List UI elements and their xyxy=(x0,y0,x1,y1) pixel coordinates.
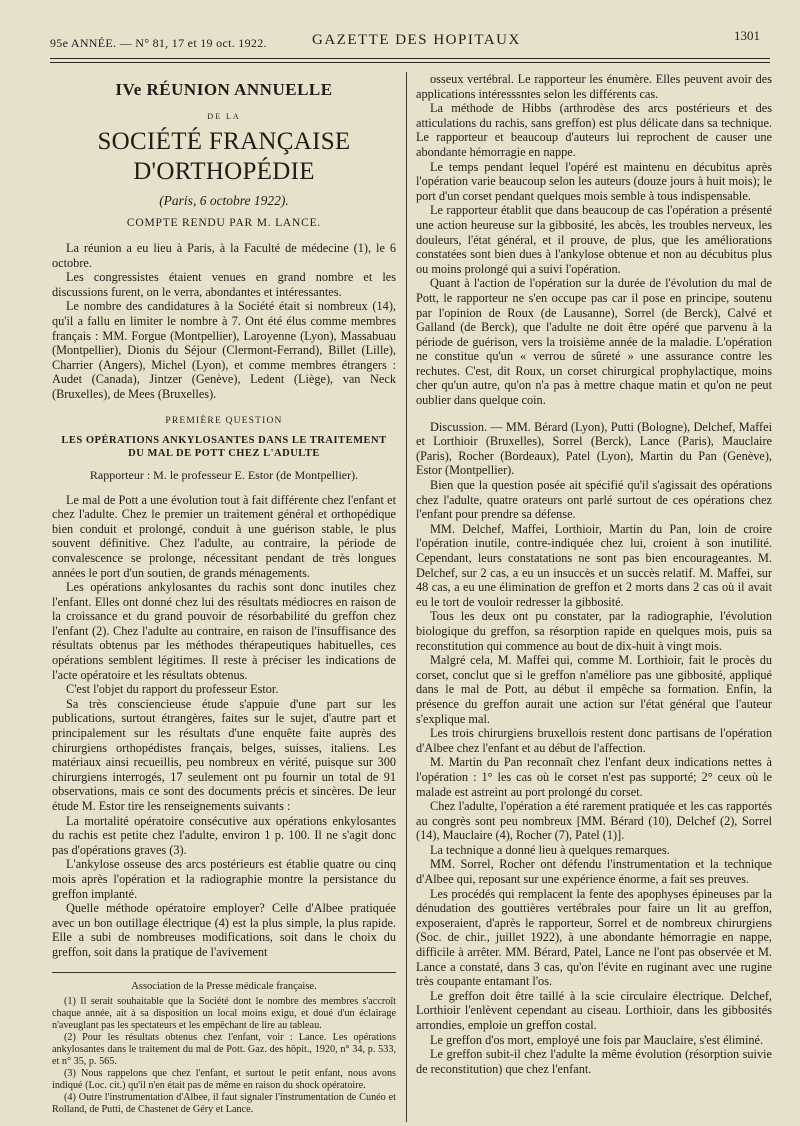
left-column xyxy=(52,72,396,1116)
header-rule xyxy=(50,58,770,59)
page-number: 1301 xyxy=(734,28,760,43)
footnote: (4) Outre l'instrumentation d'Albee, il faut signaler l'instrumentation de Cunéo et Rolland, de Putti, de Chastenet de Géry et Lance. xyxy=(52,1091,396,1115)
place-date: (Paris, 6 octobre 1922). xyxy=(159,193,289,208)
title-connector: DE LA xyxy=(207,112,241,121)
paragraph: Le greffon doit être taillé à la scie circulaire électrique. Delchef, Lorthioir l'enlèvent cependant au ciseau. Lorthioir, dans les gibbosités arrondies, emploie un greffon costal. xyxy=(416,988,772,1032)
journal-title: GAZETTE DES HOPITAUX xyxy=(312,32,521,48)
paragraph: Le mal de Pott a une évolution tout à fait différente chez l'enfant et chez l'adulte. Chez le premier un traitement général et orthopédique bien conduit et prolongé, conduit à une guérison stable, le plus souvent définitive. Chez l'adulte, au contraire, la période de convalescence se prolonge, nécessitant pendant de très longues années le port d'un soutien, de grands ménagements. xyxy=(52,492,396,580)
paragraph: Sa très consciencieuse étude s'appuie d'une part sur les publications, surtout étrangères, faites sur le sujet, d'autre part et principalement sur les résultats d'une enquête faite auprès des chirurgiens orthopédistes français, belges, suisses, italiens. Les matériaux ainsi recueillis, peu nombreux en vérité, puisque sur 300 chirurgiens interrogés, 17 seulement ont pu fournir un total de 91 observations, mais ce sont des documents précis et sincères. De leur étude M. Estor tire les renseignements suivants : xyxy=(52,696,396,813)
paragraph: Quelle méthode opératoire employer? Celle d'Albee pratiquée avec un bon outillage électrique (4) est la plus simple, la plus rapide. Elle a subi de nombreuses modifications, soit dans le choix du greffon, soit dans la pratique de l'avivement xyxy=(52,901,396,959)
paragraph: Malgré cela, M. Maffei qui, comme M. Lorthioir, fait le procès du corset, conclut que si le greffon n'améliore pas une gibbosité, appliqué dans le mal de Pott, au début il empêche sa formation. Enfin, la présence du greffon aurait une action sur l'état général que l'auteur s'explique mal. xyxy=(416,653,772,726)
paragraph: Les congressistes étaient venues en grand nombre et les discussions furent, on le verra, abondantes et intéressantes. xyxy=(52,270,396,299)
paragraph: Quant à l'action de l'opération sur la durée de l'évolution du mal de Pott, le rapporteur ne s'en occupe pas car il pose en principe, soutenu par l'opinion de Roux (de Lausanne), Sorrel (de Berck), Calvé et Galland (de Berck), que l'adulte ne doit être opéré que parvenu à la période de guérison, vers la troisième année de la maladie. L'opération ne constitue qu'un « verrou de sûreté » une assurance contre les rechutes. C'est, dit Roux, un corset chirurgical prophylactique, moins cher qu'un autre, qu'on n'a pas à mettre chaque matin et qu'on ne peut oublier dans quelque coin. xyxy=(416,276,772,408)
paragraph: Chez l'adulte, l'opération a été rarement pratiquée et les cas rapportés au congrès sont peu nombreux [MM. Bérard (10), Delchef (2), Sorrel (14), Mauclaire (4), Rocher (7), Patel (1)]. xyxy=(416,799,772,843)
section-heading: PREMIÈRE QUESTION xyxy=(165,415,283,426)
paragraph: Bien que la question posée ait spécifié qu'il s'agissait des opérations chez l'adulte, quatre orateurs ont parlé surtout de ces opérations chez l'enfant pour prendre sa défense. xyxy=(416,478,772,522)
paragraph: Le temps pendant lequel l'opéré est maintenu en décubitus après l'opération varie beaucoup selon les auteurs (douze jours à huit mois); le port d'un corset pendant quelques mois semble à tous indispensable. xyxy=(416,159,772,203)
paragraph: M. Martin du Pan reconnaît chez l'enfant deux indications nettes à l'opération : 1° les cas où le corset n'est pas supporté; 2° ceux où le malade est astreint au port prolongé du corset. xyxy=(416,755,772,799)
paragraph: Le greffon d'os mort, employé une fois par Mauclaire, s'est éliminé. xyxy=(430,1032,764,1047)
footnote-separator xyxy=(52,972,396,973)
page-header xyxy=(50,28,770,54)
report-byline: COMPTE RENDU PAR M. LANCE. xyxy=(126,217,322,229)
society-title: SOCIÉTÉ FRANÇAISE D'ORTHOPÉDIE xyxy=(97,128,351,185)
footnote: (3) Nous rappelons que chez l'enfant, et surtout le petit enfant, nous avons indiqué (Loc. cit.) qu'il n'en était pas de même en raison du shock opératoire. xyxy=(52,1067,396,1091)
paragraph: Le nombre des candidatures à la Société était si nombreux (14), qu'il a fallu en limiter le nombre à 7. Ont été élus comme membres français : MM. Forgue (Montpellier), Laroyenne (Lyon), Massabuau (Montpellier), Dionis du Séjour (Clermont-Ferrand), Billet (Lille), Charrier (Angers), Michel (Lyon), et comme membres étrangers : Audet (Canada), Jintzer (Genève), Ledent (Liège), van Neck (Bruxelles), de Mees (Bruxelles). xyxy=(52,299,396,401)
paragraph: Le rapporteur établit que dans beaucoup de cas l'opération a présenté une action heureuse sur la gibbosité, les abcès, les troubles nerveux, les douleurs, l'état général, et il prouve, de plus, que les améliorations constatées sont bien dues à l'ankylose obtenue et non au décubitus plus ou moins prolongé qui a suivi l'opération. xyxy=(416,203,772,276)
paragraph: osseux vertébral. Le rapporteur les énumère. Elles peuvent avoir des applications intéresssntes selon les différents cas. xyxy=(416,72,772,101)
header-rule-thin xyxy=(50,62,770,63)
paragraph: Le greffon subit-il chez l'adulte la même évolution (résorption suivie de reconstitution) que chez l'enfant. xyxy=(416,1047,772,1076)
paragraph: C'est l'objet du rapport du professeur Estor. xyxy=(66,682,279,697)
paragraph: Les procédés qui remplacent la fente des apophyses épineuses par la dénudation des gouttières vertébrales pour faire un lit au greffon, exposeraient, d'après le rapporteur, Sorrel et de nombreux chirurgiens (Soc. de chir., juillet 1922), à une abondante hémorragie en nappe, difficile à arrêter. MM. Bérard, Patel, Lance ne l'ont pas observée et M. Lance a constaté, dans 3 cas, qu'on l'évite en ruginant avec une rugine très coupante entamant l'os. xyxy=(416,886,772,989)
paragraph: L'ankylose osseuse des arcs postérieurs est établie quatre ou cinq mois après l'opération et la radiographie montre la persistance du greffon implanté. xyxy=(52,857,396,901)
meeting-title: IVe RÉUNION ANNUELLE xyxy=(115,80,333,99)
footnote: (2) Pour les résultats obtenus chez l'enfant, voir : Lance. Les opérations ankylosantes dans le traitement du mal de Pott. Gaz. des hôpit., 1920, n° 34, p. 533, et n° 35, p. 565. xyxy=(52,1031,396,1067)
paragraph: MM. Sorrel, Rocher ont défendu l'instrumentation et la technique d'Albee qui, reposant sur une expérience énorme, a fait ses preuves. xyxy=(416,857,772,887)
paragraph: Les trois chirurgiens bruxellois restent donc partisans de l'opération d'Albee chez l'enfant et au début de l'affection. xyxy=(416,726,772,755)
paragraph: Tous les deux ont pu constater, par la radiographie, l'évolution biologique du greffon, sa résorption rapide en quelques mois, puis sa reconstitution qui commence au bout de dix-huit à vingt mois. xyxy=(416,609,772,653)
rapporteur-line: Rapporteur : M. le professeur E. Estor (de Montpellier). xyxy=(89,467,359,482)
right-column xyxy=(416,72,772,1076)
question-title: LES OPÉRATIONS ANKYLOSANTES DANS LE TRAITEMENT DU MAL DE POTT CHEZ L'ADULTE xyxy=(61,434,387,459)
paragraph: La mortalité opératoire consécutive aux opérations enkylosantes du rachis est petite chez l'adulte, environ 1 p. 100. Il ne s'agit donc pas d'opérations graves (3). xyxy=(52,813,396,857)
paragraph: La technique a donné lieu à quelques remarques. xyxy=(430,842,670,857)
discussion-paragraph: Discussion. — MM. Bérard (Lyon), Putti (Bologne), Delchef, Maffei et Lorthioir (Bruxelles), Sorrel (Berck), Lance (Paris), Mauclaire (Paris), Rocher (Bordeaux), Patel (Lyon), Martin du Pan (Genève), Estor (Montpellier). xyxy=(416,419,772,478)
footnote: (1) Il serait souhaitable que la Société dont le nombre des membres s'accroît chaque année, ait à sa disposition un local moins exigu, et doué d'un éclairage n'aveuglant pas les spectateurs et les empêchant de lire au tableau. xyxy=(52,995,396,1031)
footnote-heading: Association de la Presse médicale française. xyxy=(131,980,317,992)
paragraph: Les opérations ankylosantes du rachis sont donc inutiles chez l'enfant. Elles ont donné chez lui des résultats médiocres en raison de la croissance et du grand pouvoir de résorbabilité du greffon chez l'enfant (2). Chez l'adulte au contraire, en raison de l'insuffisance des résultats obtenus par les méthodes thérapeutiques habituelles, ces opérations semblent légitimes. Il reste à préciser les indications de l'acte opératoire et les résultats obtenus. xyxy=(52,580,396,682)
paragraph: La méthode de Hibbs (arthrodèse des arcs postérieurs et des atticulations du rachis, sans greffon) est plus délicate dans sa technique. Le rapporteur et beaucoup d'auteurs lui reprochent de causer une abondante hémorragie en nappe. xyxy=(416,101,772,159)
issue-info: 95e ANNÉE. — N° 81, 17 et 19 oct. 1922. xyxy=(50,36,267,50)
paragraph: La réunion a eu lieu à Paris, à la Faculté de médecine (1), le 6 octobre. xyxy=(52,241,396,270)
column-divider xyxy=(406,72,407,1122)
paragraph: MM. Delchef, Maffei, Lorthioir, Martin du Pan, loin de croire l'opération inutile, contre-indiquée chez lui, croient à son inutilité. Cependant, leurs constatations ne sont pas bien encourageantes. M. Delchef, sur 2 cas, a eu un insuccès et un succès relatif. M. Maffei, sur 48 cas, a eu une élimination de greffon et 2 morts dans 2 cas où il avait eu le tort de vouloir redresser la gibbosité. xyxy=(416,521,772,609)
